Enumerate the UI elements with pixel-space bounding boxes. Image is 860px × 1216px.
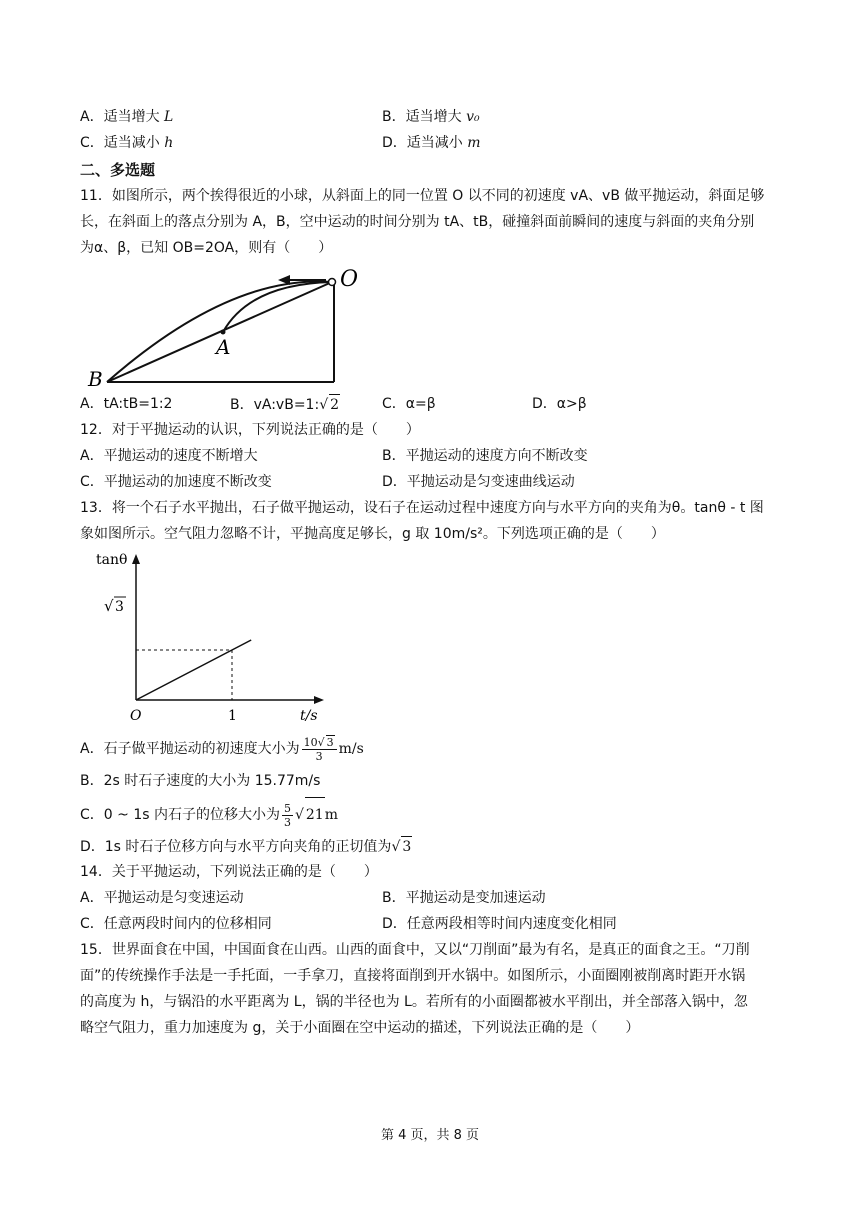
q10-option-d	[382, 133, 481, 153]
q15-stem-line1: 15．世界面食在中国，中国面食在山西。山西的面食中，又以“刀削面”最为有名，是真正的面食之王。“刀削	[80, 942, 750, 958]
q10-option-c	[80, 133, 173, 153]
q11-option-b: B．vA:vB=1:√ 2	[230, 394, 340, 415]
q13-option-a-num: 10	[303, 736, 318, 749]
q15-stem-line4: 略空气阻力，重力加速度为 g，关于小面圈在空中运动的描述，下列说法正确的是（ ）	[80, 1020, 640, 1036]
q10-option-c-label: C．适当减小	[80, 135, 160, 151]
slope-line	[107, 282, 332, 382]
q13-stem-line1: 13．将一个石子水平抛出，石子做平抛运动，设石子在运动过程中速度方向与水平方向的夹角为θ。tanθ - t 图	[80, 500, 764, 516]
q13-option-c: C．0 ~ 1s 内石子的位移大小为 $\frac{5}{3}$ √ 21m	[80, 797, 338, 832]
q11-stem-line2: 长，在斜面上的落点分别为 A，B，空中运动的时间分别为 tA、tB，碰撞斜面前瞬间的速度与斜面的夹角分别	[80, 214, 755, 230]
q13-option-c-radicand: 21	[305, 797, 325, 832]
q12-option-b: B．平抛运动的速度方向不断改变	[382, 448, 588, 464]
y-tick-radicand: 3	[115, 599, 124, 615]
q10-option-b-var: v₀	[466, 109, 480, 125]
y-axis-label: tanθ	[96, 552, 128, 568]
q11-stem-line3: 为α、β，已知 OB=2OA，则有（ ）	[80, 240, 333, 256]
q14-option-a: A．平抛运动是匀变速运动	[80, 890, 244, 906]
sqrt-sign: √	[104, 597, 114, 615]
page-footer: 第 4 页，共 8 页	[380, 1128, 480, 1143]
q12-stem: 12．对于平抛运动的认识，下列说法正确的是（ ）	[80, 422, 420, 438]
q13-option-c-den: 3	[283, 815, 291, 829]
q13-option-c-prefix: C．0 ~ 1s 内石子的位移大小为	[80, 807, 280, 823]
q11-slope-figure	[80, 262, 370, 392]
q13-option-a	[80, 732, 364, 766]
q15-stem-line2: 面”的传统操作手法是一手托面，一手拿刀，直接将面削到开水锅中。如图所示，小面圈刚被削离时距开水锅	[80, 968, 746, 984]
q14-option-c: C．任意两段时间内的位移相同	[80, 916, 272, 932]
q10-option-a-var: L	[164, 109, 174, 125]
q10-option-d-label: D．适当减小	[382, 135, 463, 151]
q10-option-a	[80, 107, 173, 127]
x-tick-label: 1	[228, 708, 237, 724]
origin-label: O	[130, 708, 142, 724]
q15-stem-line3: 的高度为 h，与锅沿的水平距离为 L，锅的半径也为 L。若所有的小面圈都被水平削出，并全部落入锅中，忽	[80, 994, 748, 1010]
x-axis-label: t/s	[300, 708, 318, 724]
q14-option-b: B．平抛运动是变加速运动	[382, 890, 546, 906]
q11-stem-line1: 11．如图所示，两个挨得很近的小球，从斜面上的同一位置 O 以不同的初速度 vA、vB 做平抛运动，斜面足够	[80, 188, 765, 204]
y-axis-arrow-icon	[132, 554, 140, 564]
q11-option-c: C．α=β	[382, 396, 436, 412]
q13-option-c-unit: m	[324, 807, 338, 823]
q12-option-d: D．平抛运动是匀变速曲线运动	[382, 474, 575, 490]
q13-option-d-prefix: D．1s 时石子位移方向与水平方向夹角的正切值为	[80, 839, 392, 855]
q13-stem-line2: 象如图所示。空气阻力忽略不计，平抛高度足够长，g 取 10m/s²。下列选项正确的是（ ）	[80, 526, 665, 542]
q12-option-a: A．平抛运动的速度不断增大	[80, 448, 258, 464]
q13-option-c-fraction	[282, 802, 293, 829]
q10-option-a-label: A．适当增大	[80, 109, 160, 125]
tan-theta-line	[136, 640, 251, 700]
q13-option-a-num-radicand: 3	[326, 736, 334, 749]
q10-option-d-var: m	[467, 135, 481, 151]
q11-option-b-prefix: B．vA:vB=1:	[230, 397, 320, 413]
point-o	[329, 279, 336, 286]
q13-option-a-den: 3	[315, 750, 323, 763]
q11-option-d: D．α>β	[532, 396, 587, 412]
label-b: B	[88, 367, 103, 391]
tan-theta-chart	[90, 548, 330, 728]
q13-option-c-num: 5	[283, 801, 291, 815]
q13-option-a-unit: m/s	[338, 741, 364, 757]
q14-stem: 14．关于平抛运动，下列说法正确的是（ ）	[80, 864, 378, 880]
section-heading: 二、多选题	[80, 161, 156, 179]
label-a: A	[216, 335, 231, 359]
q13-option-d-radicand: 3	[401, 836, 412, 857]
label-o: O	[340, 267, 359, 292]
q11-option-a: A．tA:tB=1:2	[80, 396, 173, 412]
x-axis-arrow-icon	[314, 696, 324, 704]
q10-option-b	[382, 107, 480, 127]
q13-option-b: B．2s 时石子速度的大小为 15.77m/s	[80, 773, 321, 789]
q11-option-b-radicand: 2	[329, 394, 340, 415]
q12-option-c: C．平抛运动的加速度不断改变	[80, 474, 272, 490]
q10-option-c-var: h	[164, 135, 174, 151]
q13-option-d: D．1s 时石子位移方向与水平方向夹角的正切值为√ 3	[80, 836, 412, 857]
q13-option-a-fraction: $\frac{10√ 3}{3}$	[302, 735, 337, 763]
q10-option-b-label: B．适当增大	[382, 109, 462, 125]
y-tick-label	[104, 597, 126, 615]
q13-option-a-prefix: A．石子做平抛运动的初速度大小为	[80, 741, 300, 757]
q14-option-d: D．任意两段相等时间内速度变化相同	[382, 916, 617, 932]
point-a	[221, 330, 226, 335]
